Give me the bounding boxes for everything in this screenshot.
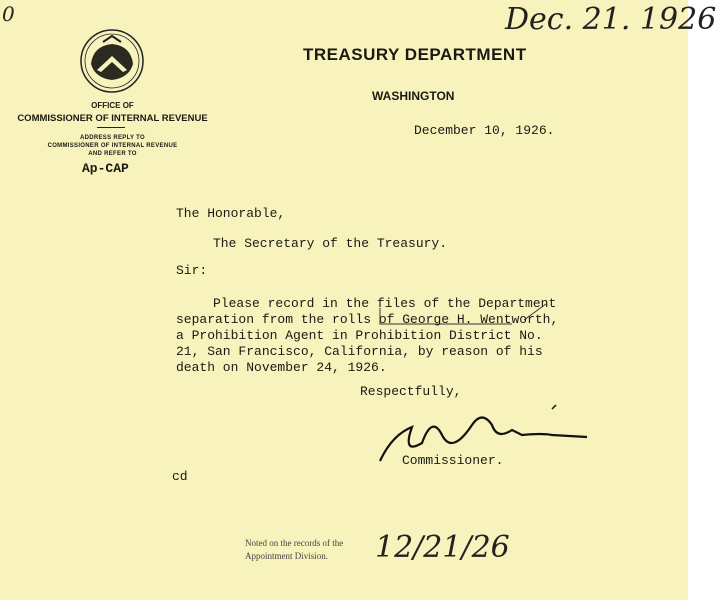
divider: [97, 127, 125, 128]
corner-mark: 0: [2, 2, 15, 26]
body-line: 21, San Francisco, California, by reason of his: [176, 344, 543, 359]
body-line: a Prohibition Agent in Prohibition District No.: [176, 328, 543, 343]
closing: Respectfully,: [360, 384, 462, 399]
typist-initials: cd: [172, 469, 188, 484]
addressee: The Secretary of the Treasury.: [213, 236, 448, 251]
salutation-sir: Sir:: [176, 263, 208, 278]
office-name: COMMISSIONER OF INTERNAL REVENUE: [17, 113, 208, 124]
signer-title: Commissioner.: [402, 453, 504, 468]
stamp-line: Noted on the records of the: [245, 538, 344, 548]
address-line: AND REFER TO: [88, 151, 137, 157]
body-line: Please record in the files of the Department: [213, 296, 557, 311]
received-date-handwritten: Dec. 21. 1926: [505, 2, 716, 37]
reference-code: Ap-CAP: [82, 161, 129, 176]
body-line: separation from the rolls of George H. Wentworth,: [176, 312, 559, 327]
address-line: COMMISSIONER OF INTERNAL REVENUE: [47, 143, 178, 149]
noted-date-handwritten: 12/21/26: [375, 530, 510, 565]
letter-date: December 10, 1926.: [414, 123, 555, 138]
treasury-seal-icon: [79, 28, 145, 94]
salutation-honorable: The Honorable,: [176, 206, 286, 221]
city: WASHINGTON: [372, 89, 455, 103]
name-pencil-mark: [374, 298, 554, 328]
body-line: death on November 24, 1926.: [176, 360, 387, 375]
department-title: TREASURY DEPARTMENT: [303, 45, 527, 64]
stamp-line: Appointment Division.: [245, 551, 328, 561]
office-of: OFFICE OF: [91, 101, 134, 110]
address-line: ADDRESS REPLY TO: [79, 135, 146, 141]
